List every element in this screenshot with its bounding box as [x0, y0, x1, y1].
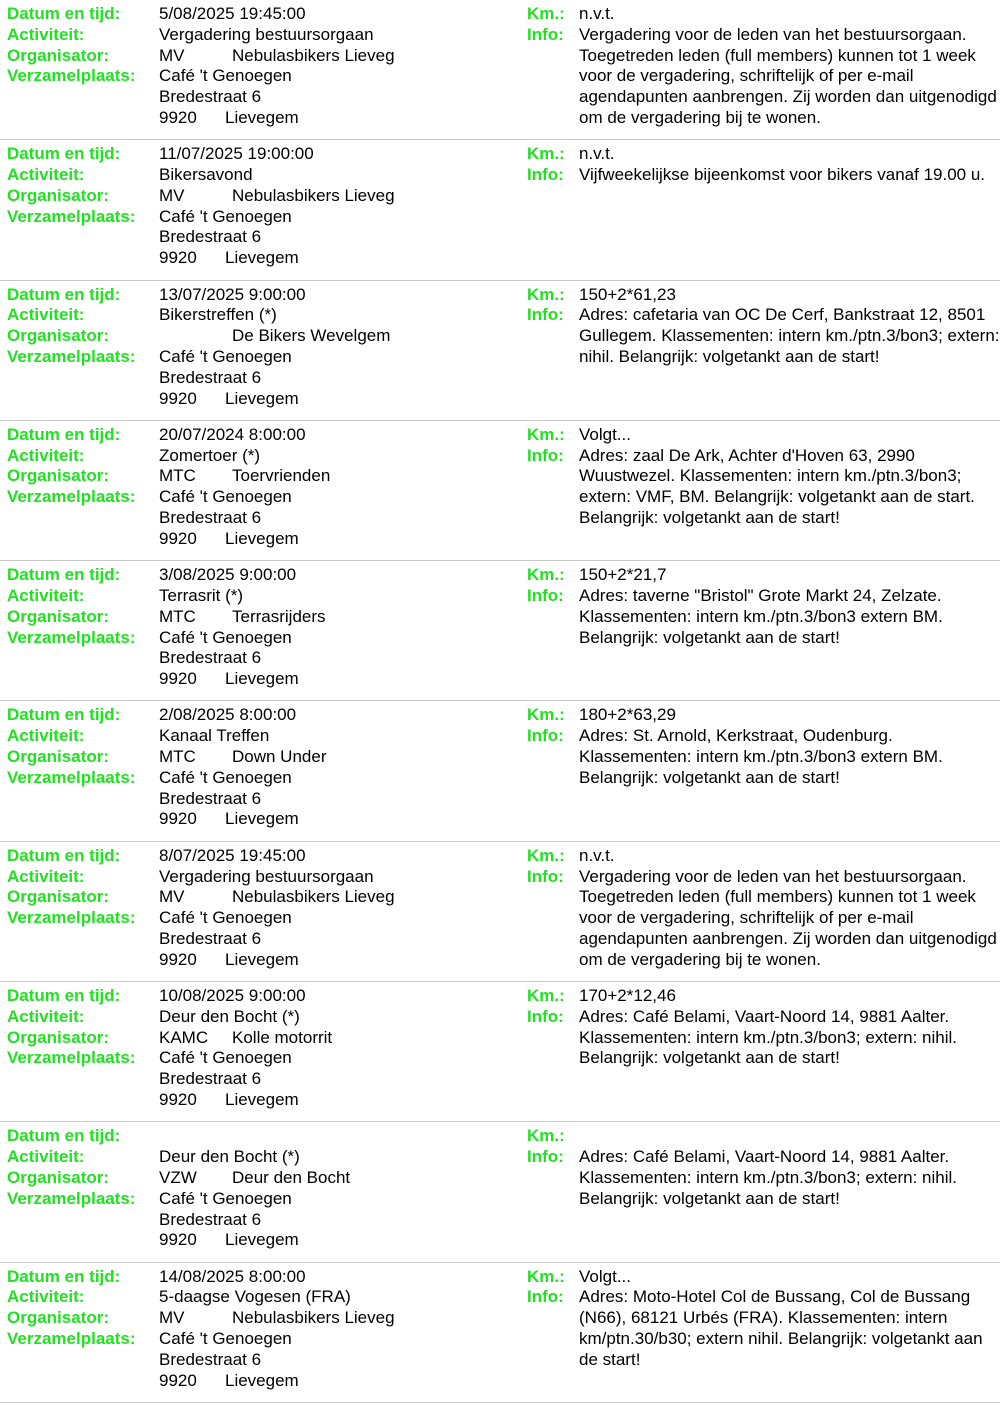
organizer-name: Terrasrijders	[232, 606, 326, 626]
meeting-place-city: Lievegem	[225, 1370, 299, 1390]
organizer-label: Organisator:	[7, 887, 110, 907]
meeting-place-postcode: 9920	[159, 809, 197, 829]
meeting-place-postcode: 9920	[159, 949, 197, 969]
event-km: n.v.t.	[579, 845, 615, 865]
date-label: Datum en tijd:	[7, 565, 121, 585]
date-label: Datum en tijd:	[7, 4, 121, 23]
meeting-place-postcode: 9920	[159, 528, 197, 548]
organizer-code: KAMC	[159, 1027, 209, 1047]
organizer-label: Organisator:	[7, 45, 110, 65]
meeting-place-city: Lievegem	[225, 669, 299, 689]
meeting-place-postcode: 9920	[159, 388, 197, 408]
km-label: Km.:	[527, 144, 565, 164]
meeting-place-street: Bredestraat 6	[159, 928, 262, 948]
event-km: n.v.t.	[579, 144, 615, 164]
event-activity: Deur den Bocht (*)	[159, 1147, 300, 1167]
meeting-place-name: Café 't Genoegen	[159, 627, 292, 647]
date-label: Datum en tijd:	[7, 845, 121, 865]
event-entry	[0, 842, 1000, 982]
event-entry	[0, 0, 1000, 140]
organizer-name: De Bikers Wevelgem	[232, 326, 391, 346]
organizer-label: Organisator:	[7, 326, 110, 346]
meeting-place-postcode: 9920	[159, 1090, 197, 1110]
km-label: Km.:	[527, 845, 565, 865]
event-info: Adres: zaal De Ark, Achter d'Hoven 63, 2990 Wuustwezel. Klassementen: intern km./ptn.3/bon3; extern: VMF, BM. Belangrijk: volgetankt aan de start. Belangrijk: volgetankt aan de start!	[579, 445, 975, 528]
organizer-code: MV	[159, 1308, 185, 1328]
info-label: Info:	[527, 445, 564, 465]
event-activity: Vergadering bestuursorgaan	[159, 866, 374, 886]
organizer-name: Deur den Bocht	[232, 1167, 351, 1187]
km-label: Km.:	[527, 1126, 565, 1146]
event-datetime: 5/08/2025 19:45:00	[159, 4, 306, 23]
meeting-place-street: Bredestraat 6	[159, 1069, 262, 1089]
meeting-place-postcode: 9920	[159, 669, 197, 689]
meeting-place-city: Lievegem	[225, 1230, 299, 1250]
event-entry	[0, 561, 1000, 701]
event-entry	[0, 701, 1000, 841]
event-activity: 5-daagse Vogesen (FRA)	[159, 1287, 351, 1307]
meeting-place-name: Café 't Genoegen	[159, 346, 292, 366]
info-label: Info:	[527, 1287, 564, 1307]
info-label: Info:	[527, 1006, 564, 1026]
info-label: Info:	[527, 726, 564, 746]
organizer-label: Organisator:	[7, 1027, 110, 1047]
activity-label: Activiteit:	[7, 866, 85, 886]
meeting-place-street: Bredestraat 6	[159, 508, 262, 528]
event-entry	[0, 982, 1000, 1122]
km-label: Km.:	[527, 284, 565, 304]
organizer-label: Organisator:	[7, 466, 110, 486]
event-km: n.v.t.	[579, 4, 615, 23]
organizer-name: Nebulasbikers Lieveg	[232, 185, 395, 205]
organizer-label: Organisator:	[7, 747, 110, 767]
event-km: 150+2*21,7	[579, 565, 667, 585]
event-activity: Kanaal Treffen	[159, 726, 270, 746]
meeting-place-name: Café 't Genoegen	[159, 206, 292, 226]
event-info: Vergadering voor de leden van het bestuursorgaan. Toegetreden leden (full members) kunnen tot 1 week voor de vergadering, schriftelijk of per e-mail agendapunten aanbrengen. Zij worden dan uitgenodigd om de vergadering bij te wonen.	[579, 24, 997, 127]
meeting-place-name: Café 't Genoegen	[159, 487, 292, 507]
event-activity: Vergadering bestuursorgaan	[159, 24, 374, 44]
event-info: Adres: taverne "Bristol" Grote Markt 24, Zelzate. Klassementen: intern km./ptn.3/bon3 extern BM. Belangrijk: volgetankt aan de start!	[579, 585, 943, 647]
event-datetime: 11/07/2025 19:00:00	[159, 144, 314, 164]
meeting-place-city: Lievegem	[225, 1090, 299, 1110]
organizer-label: Organisator:	[7, 606, 110, 626]
date-label: Datum en tijd:	[7, 144, 121, 164]
meeting-place-label: Verzamelplaats:	[7, 1188, 136, 1208]
meeting-place-name: Café 't Genoegen	[159, 1188, 292, 1208]
meeting-place-label: Verzamelplaats:	[7, 908, 136, 928]
meeting-place-postcode: 9920	[159, 1370, 197, 1390]
date-label: Datum en tijd:	[7, 1266, 121, 1286]
organizer-code: MV	[159, 185, 185, 205]
organizer-code: MV	[159, 887, 185, 907]
event-entry	[0, 281, 1000, 421]
date-label: Datum en tijd:	[7, 284, 121, 304]
organizer-code: MTC	[159, 466, 196, 486]
info-label: Info:	[527, 24, 564, 44]
event-activity: Terrasrit (*)	[159, 585, 244, 605]
organizer-name: Nebulasbikers Lieveg	[232, 887, 395, 907]
km-label: Km.:	[527, 705, 565, 725]
event-datetime: 10/08/2025 9:00:00	[159, 986, 306, 1006]
event-entry	[0, 140, 1000, 280]
meeting-place-city: Lievegem	[225, 108, 299, 127]
organizer-label: Organisator:	[7, 185, 110, 205]
meeting-place-label: Verzamelplaats:	[7, 1048, 136, 1068]
event-datetime: 14/08/2025 8:00:00	[159, 1266, 306, 1286]
event-activity: Zomertoer (*)	[159, 445, 261, 465]
organizer-code: MTC	[159, 606, 196, 626]
event-entry	[0, 421, 1000, 561]
info-label: Info:	[527, 585, 564, 605]
event-entry	[0, 1263, 1000, 1403]
meeting-place-label: Verzamelplaats:	[7, 346, 136, 366]
meeting-place-street: Bredestraat 6	[159, 1209, 262, 1229]
meeting-place-label: Verzamelplaats:	[7, 206, 136, 226]
event-info: Adres: cafetaria van OC De Cerf, Bankstraat 12, 8501 Gullegem. Klassementen: intern km./ptn.3/bon3; extern: nihil. Belangrijk: volgetankt aan de start!	[579, 305, 1000, 366]
event-datetime: 3/08/2025 9:00:00	[159, 565, 297, 585]
meeting-place-city: Lievegem	[225, 949, 299, 969]
meeting-place-postcode: 9920	[159, 108, 197, 127]
event-datetime: 13/07/2025 9:00:00	[159, 284, 306, 304]
organizer-code: VZW	[159, 1167, 197, 1187]
event-info: Adres: Moto-Hotel Col de Bussang, Col de Bussang (N66), 68121 Urbés (FRA). Klassementen: intern km/ptn.30/b30; extern nihil. Belangrijk: volgetankt aan de start!	[579, 1287, 983, 1369]
km-label: Km.:	[527, 986, 565, 1006]
meeting-place-name: Café 't Genoegen	[159, 1329, 292, 1349]
organizer-code: MTC	[159, 747, 196, 767]
date-label: Datum en tijd:	[7, 1126, 121, 1146]
event-activity: Deur den Bocht (*)	[159, 1006, 300, 1026]
meeting-place-city: Lievegem	[225, 809, 299, 829]
meeting-place-label: Verzamelplaats:	[7, 487, 136, 507]
organizer-name: Nebulasbikers Lieveg	[232, 1308, 395, 1328]
date-label: Datum en tijd:	[7, 424, 121, 444]
event-info: Adres: Café Belami, Vaart-Noord 14, 9881 Aalter. Klassementen: intern km./ptn.3/bon3; extern: nihil. Belangrijk: volgetankt aan de start!	[579, 1147, 957, 1208]
meeting-place-street: Bredestraat 6	[159, 648, 262, 668]
event-km: 150+2*61,23	[579, 284, 676, 304]
meeting-place-street: Bredestraat 6	[159, 227, 262, 247]
event-km: 180+2*63,29	[579, 705, 676, 725]
meeting-place-postcode: 9920	[159, 248, 197, 268]
organizer-name: Nebulasbikers Lieveg	[232, 45, 395, 65]
meeting-place-label: Verzamelplaats:	[7, 66, 136, 86]
meeting-place-name: Café 't Genoegen	[159, 66, 292, 86]
date-label: Datum en tijd:	[7, 705, 121, 725]
activity-label: Activiteit:	[7, 24, 85, 44]
organizer-label: Organisator:	[7, 1167, 110, 1187]
km-label: Km.:	[527, 565, 565, 585]
event-entry	[0, 1122, 1000, 1262]
activity-label: Activiteit:	[7, 726, 85, 746]
km-label: Km.:	[527, 4, 565, 23]
activity-label: Activiteit:	[7, 1006, 85, 1026]
meeting-place-city: Lievegem	[225, 388, 299, 408]
event-km: 170+2*12,46	[579, 986, 676, 1006]
meeting-place-name: Café 't Genoegen	[159, 908, 292, 928]
km-label: Km.:	[527, 424, 565, 444]
info-label: Info:	[527, 1147, 564, 1167]
event-info: Vergadering voor de leden van het bestuursorgaan. Toegetreden leden (full members) kunnen tot 1 week voor de vergadering, schriftelijk of per e-mail agendapunten aanbrengen. Zij worden dan uitgenodigd om de vergadering bij te wonen.	[579, 866, 997, 969]
meeting-place-street: Bredestraat 6	[159, 87, 262, 107]
meeting-place-label: Verzamelplaats:	[7, 1329, 136, 1349]
activity-label: Activiteit:	[7, 305, 85, 325]
organizer-code: MV	[159, 45, 185, 65]
activity-label: Activiteit:	[7, 445, 85, 465]
organizer-name: Kolle motorrit	[232, 1027, 333, 1047]
event-info: Adres: Café Belami, Vaart-Noord 14, 9881 Aalter. Klassementen: intern km./ptn.3/bon3; extern: nihil. Belangrijk: volgetankt aan de start!	[579, 1006, 957, 1068]
meeting-place-city: Lievegem	[225, 248, 299, 268]
meeting-place-city: Lievegem	[225, 528, 299, 548]
event-datetime: 2/08/2025 8:00:00	[159, 705, 297, 725]
event-datetime: 8/07/2025 19:45:00	[159, 845, 306, 865]
activity-label: Activiteit:	[7, 585, 85, 605]
meeting-place-label: Verzamelplaats:	[7, 767, 136, 787]
event-activity: Bikerstreffen (*)	[159, 305, 277, 325]
meeting-place-postcode: 9920	[159, 1230, 197, 1250]
organizer-name: Toervrienden	[232, 466, 331, 486]
activity-label: Activiteit:	[7, 1147, 85, 1167]
event-km: Volgt...	[579, 1266, 631, 1286]
organizer-name: Down Under	[232, 747, 327, 767]
activity-label: Activiteit:	[7, 1287, 85, 1307]
event-km: Volgt...	[579, 424, 631, 444]
meeting-place-label: Verzamelplaats:	[7, 627, 136, 647]
meeting-place-street: Bredestraat 6	[159, 1349, 262, 1369]
event-info: Vijfweekelijkse bijeenkomst voor bikers vanaf 19.00 u.	[579, 165, 986, 185]
meeting-place-name: Café 't Genoegen	[159, 767, 292, 787]
meeting-place-street: Bredestraat 6	[159, 788, 262, 808]
event-activity: Bikersavond	[159, 165, 253, 185]
meeting-place-name: Café 't Genoegen	[159, 1048, 292, 1068]
event-info: Adres: St. Arnold, Kerkstraat, Oudenburg. Klassementen: intern km./ptn.3/bon3 extern BM. Belangrijk: volgetankt aan de start!	[579, 726, 943, 787]
organizer-label: Organisator:	[7, 1308, 110, 1328]
activity-label: Activiteit:	[7, 165, 85, 185]
meeting-place-street: Bredestraat 6	[159, 367, 262, 387]
info-label: Info:	[527, 305, 564, 325]
event-datetime: 20/07/2024 8:00:00	[159, 424, 306, 444]
info-label: Info:	[527, 866, 564, 886]
date-label: Datum en tijd:	[7, 986, 121, 1006]
km-label: Km.:	[527, 1266, 565, 1286]
info-label: Info:	[527, 165, 564, 185]
